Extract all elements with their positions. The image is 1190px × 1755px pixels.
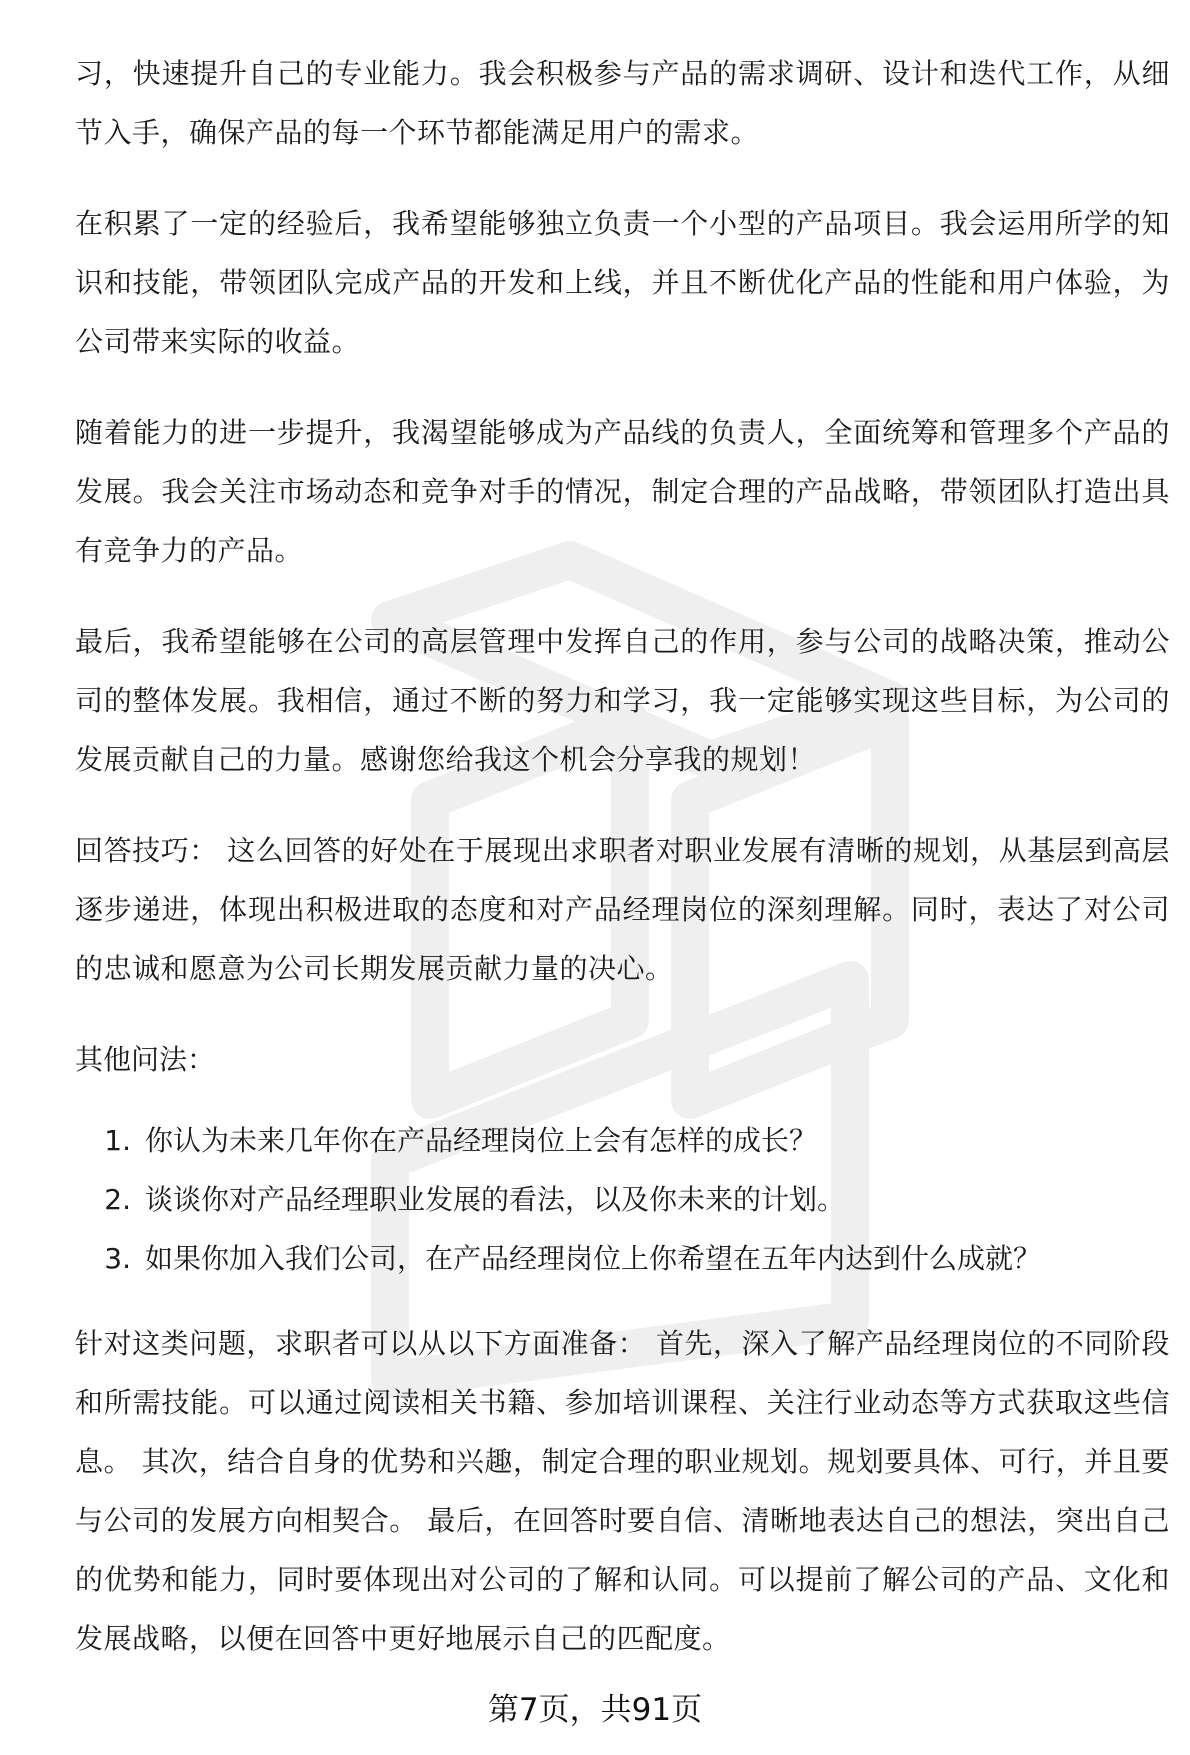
list-item-text: 如果你加入我们公司，在产品经理岗位上你希望在五年内达到什么成就？ (145, 1242, 1042, 1275)
list-item (75, 1170, 1170, 1229)
document-body (75, 44, 1170, 1700)
list-item (75, 1229, 1170, 1288)
list-item-number: 2. (104, 1183, 131, 1216)
other-questions-heading: 其他问法： (75, 1043, 216, 1076)
other-questions-list (75, 1111, 1170, 1288)
list-item-number: 1. (104, 1124, 131, 1157)
paragraph-2: 在积累了一定的经验后，我希望能够独立负责一个小型的产品项目。我会运用所学的知识和技能，带领团队完成产品的开发和上线，并且不断优化产品的性能和用户体验，为公司带来实际的收益。 (75, 207, 1170, 358)
list-item-number: 3. (104, 1242, 131, 1275)
page-number: 第7页，共91页 (487, 1692, 703, 1728)
preparation-advice-paragraph: 针对这类问题，求职者可以从以下方面准备： 首先，深入了解产品经理岗位的不同阶段和所需技能。可以通过阅读相关书籍、参加培训课程、关注行业动态等方式获取这些信息。 其次，结合自身的优势和兴趣，制定合理的职业规划。规划要具体、可行，并且要与公司的发展方向相契合。 最后，在回答时要自信、清晰地表达自己的想法，突出自己的优势和能力，同时要体现出对公司的了解和认同。可以提前了解公司的产品、文化和发展战略，以便在回答中更好地展示自己的匹配度。 (75, 1327, 1170, 1655)
list-item-text: 你认为未来几年你在产品经理岗位上会有怎样的成长？ (145, 1124, 818, 1157)
paragraph-4: 最后，我希望能够在公司的高层管理中发挥自己的作用，参与公司的战略决策，推动公司的整体发展。我相信，通过不断的努力和学习，我一定能够实现这些目标，为公司的发展贡献自己的力量。感谢您给我这个机会分享我的规划！ (75, 625, 1170, 776)
paragraph-3: 随着能力的进一步提升，我渴望能够成为产品线的负责人，全面统筹和管理多个产品的发展。我会关注市场动态和竞争对手的情况，制定合理的产品战略，带领团队打造出具有竞争力的产品。 (75, 416, 1170, 567)
answer-tips-paragraph: 回答技巧： 这么回答的好处在于展现出求职者对职业发展有清晰的规划，从基层到高层逐步递进，体现出积极进取的态度和对产品经理岗位的深刻理解。同时，表达了对公司的忠诚和愿意为公司长期发展贡献力量的决心。 (75, 834, 1170, 985)
list-item-text: 谈谈你对产品经理职业发展的看法，以及你未来的计划。 (145, 1183, 846, 1216)
list-item (75, 1111, 1170, 1170)
paragraph-1: 习，快速提升自己的专业能力。我会积极参与产品的需求调研、设计和迭代工作，从细节入手，确保产品的每一个环节都能满足用户的需求。 (75, 57, 1170, 149)
